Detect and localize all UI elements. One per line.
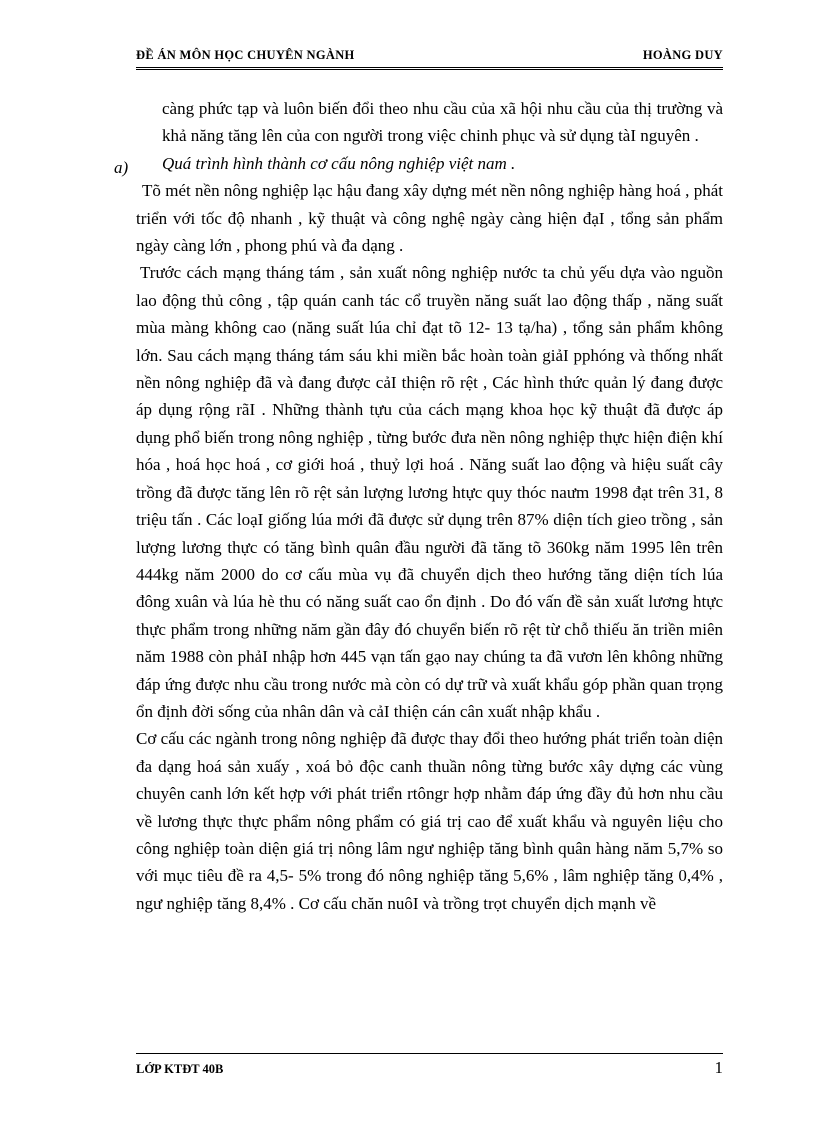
header-rule (136, 67, 723, 70)
header-course-title: ĐỀ ÁN MÔN HỌC CHUYÊN NGÀNH (136, 48, 355, 62)
body-paragraph-3: Cơ cấu các ngành trong nông nghiệp đã được thay đổi theo hướng phát triển toàn diện đa dạng hoá sản xuấy , xoá bỏ độc canh thuần nông từng bước xây dựng các vùng chuyên canh lớn kết hợp với phát triển rtôngr hợp nhằm đáp ứng đầy đủ hơn nhu cầu về lương thực thực phẩm nông phẩm có giá trị cao để xuất khẩu và nguyên liệu cho công nghiệp toàn diện giá trị nông lâm ngư nghiệp tăng bình quân hàng năm 5,7% so với mục tiêu đề ra 4,5- 5% trong đó nông nghiệp tăng 5,6% , lâm nghiệp tăng 0,4% , ngư nghiệp tăng 8,4% . Cơ cấu chăn nuôI và trồng trọt chuyển dịch mạnh về (136, 729, 723, 913)
body-paragraph-1: Tõ mét nền nông nghiệp lạc hậu đang xây dựng mét nền nông nghiệp hàng hoá , phát triển với tốc độ nhanh , kỹ thuật và công nghệ ngày càng hiện đạI , tổng sản phẩm ngày càng lớn , phong phú và đa dạng . (136, 181, 723, 256)
page-number: 1 (714, 1058, 723, 1077)
section-title: Quá trình hình thành cơ cấu nông nghiệp việt nam . (162, 153, 516, 173)
footer-rule (136, 1053, 723, 1054)
header-author: HOÀNG DUY (642, 48, 723, 62)
footer-class-label: LỚP KTĐT 40B (136, 1062, 224, 1076)
page-header (136, 48, 723, 63)
section-heading (114, 150, 723, 177)
body-paragraph-2: Trước cách mạng tháng tám , sản xuất nông nghiệp nước ta chủ yếu dựa vào nguồn lao động thủ công , tập quán canh tác cổ truyền năng suất lao động thấp , năng suất mùa màng không cao (năng suất lúa chỉ đạt tõ 12- 13 tạ/ha) , tổng sản phẩm không lớn. Sau cách mạng tháng tám sáu khi miền bắc hoàn toàn giảI pphóng và thống nhất nền nông nghiệp đã và đang được cảI thiện rõ rệt , Các hình thức quản lý đang được áp dụng rộng rãI . Những thành tựu của cách mạng khoa học kỹ thuật đã được áp dụng phổ biến trong nông nghiệp , từng bước đưa nền nông nghiệp thực hiện điện khí hóa , hoá học hoá , cơ giới hoá , thuỷ lợi hoá . Năng suất lao động và hiệu suất cây trồng đã được tăng lên rõ rệt sản lượng lương htực quy thóc naưm 1998 đạt trên 31, 8 triệu tấn . Các loạI giống lúa mới đã được sử dụng trên 87% diện tích gieo trồng , sản lượng lương thực có tăng bình quân đầu người đã tăng tõ 360kg năm 1995 lên trên 444kg năm 2000 do cơ cấu mùa vụ đã chuyển dịch theo hướng tăng diện tích lúa đông xuân và lúa hè thu có năng suất cao ổn định . Do đó vấn đề sản xuất lương htực thực phẩm trong những năm gần đây đó chuyển biến rõ rệt từ chỗ thiếu ăn triền miên năm 1988 còn phảI nhập hơn 445 vạn tấn gạo nay chúng ta đã vươn lên không những đáp ứng được nhu cầu trong nước mà còn có dự trữ và xuất khẩu góp phần quan trọng ổn định đời sống của nhân dân và cảI thiện cán cân xuất nhập khẩu . (136, 263, 723, 721)
page-footer (136, 1058, 723, 1078)
continuation-paragraph: càng phức tạp và luôn biến đổi theo nhu cầu của xã hội nhu cầu của thị trường và khả năng tăng lên của con người trong việc chinh phục và sử dụng tàI nguyên . (162, 99, 723, 146)
section-label: a) (114, 157, 129, 177)
document-body (114, 95, 723, 917)
